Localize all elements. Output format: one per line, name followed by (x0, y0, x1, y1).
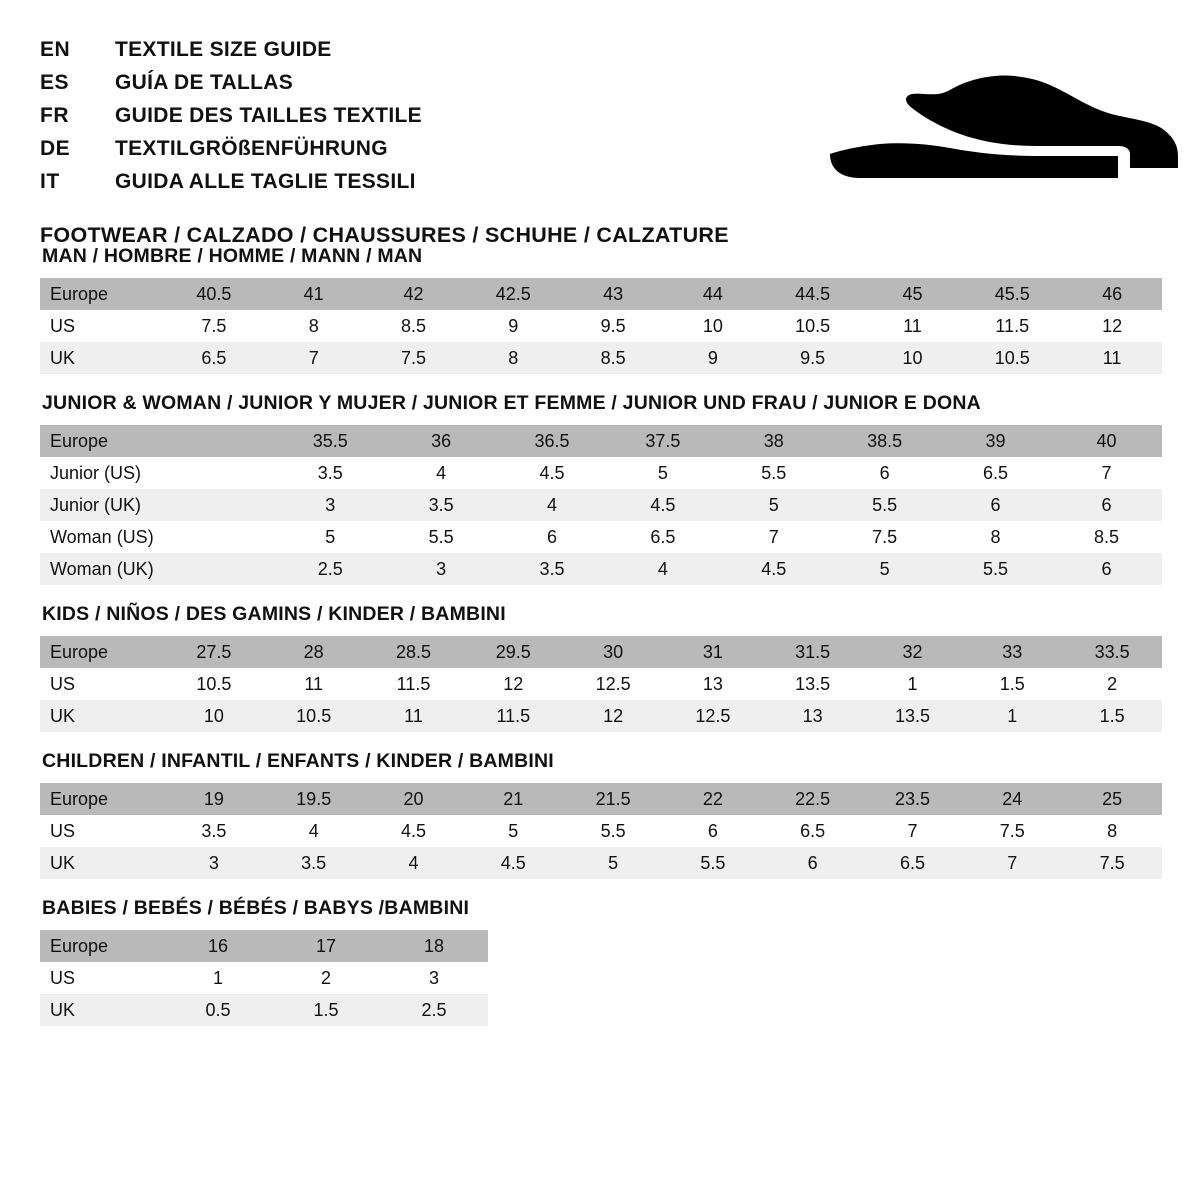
cell: 10 (164, 700, 264, 732)
language-title-list (40, 38, 422, 203)
cell (164, 521, 275, 553)
size-table-man (40, 278, 1162, 374)
language-row (40, 38, 422, 71)
cell: 5 (718, 489, 829, 521)
cell: 5.5 (940, 553, 1051, 585)
cell: 41 (264, 278, 364, 310)
section-title: BABIES / BEBÉS / BÉBÉS / BABYS /BAMBINI (42, 897, 470, 919)
language-code: EN (40, 38, 71, 61)
cell: 5 (608, 457, 719, 489)
language-title: GUÍA DE TALLAS (115, 71, 294, 94)
row-label: US (40, 962, 164, 994)
cell: 10.5 (962, 342, 1062, 374)
cell: 7 (718, 521, 829, 553)
table-row (40, 489, 1162, 521)
cell: 16 (164, 930, 272, 962)
cell: 3 (275, 489, 386, 521)
size-table-babies (40, 930, 488, 1026)
cell: 5 (275, 521, 386, 553)
cell: 38.5 (829, 425, 940, 457)
cell: 7.5 (829, 521, 940, 553)
cell: 42.5 (463, 278, 563, 310)
cell: 3 (386, 553, 497, 585)
cell: 8 (940, 521, 1051, 553)
cell: 10.5 (164, 668, 264, 700)
section-title: KIDS / NIÑOS / DES GAMINS / KINDER / BAMBINI (42, 603, 506, 625)
cell: 1.5 (1062, 700, 1162, 732)
cell: 5 (829, 553, 940, 585)
cell: 2 (1062, 668, 1162, 700)
cell: 12 (1062, 310, 1162, 342)
cell: 6 (829, 457, 940, 489)
cell: 3.5 (386, 489, 497, 521)
cell: 9.5 (763, 342, 863, 374)
row-label: UK (40, 700, 164, 732)
language-code: ES (40, 71, 70, 94)
cell: 6 (663, 815, 763, 847)
size-table-children (40, 783, 1162, 879)
cell: 7.5 (364, 342, 464, 374)
table-row (40, 815, 1162, 847)
row-label: Woman (US) (40, 521, 164, 553)
cell: 8 (264, 310, 364, 342)
cell: 44 (663, 278, 763, 310)
cell: 8.5 (364, 310, 464, 342)
cell: 29.5 (463, 636, 563, 668)
cell: 6.5 (940, 457, 1051, 489)
cell: 2.5 (380, 994, 488, 1026)
cell (164, 553, 275, 585)
row-label: US (40, 815, 164, 847)
cell: 9 (663, 342, 763, 374)
language-title: TEXTILGRÖßENFÜHRUNG (115, 137, 388, 160)
cell: 3 (380, 962, 488, 994)
cell: 8.5 (1051, 521, 1162, 553)
cell: 46 (1062, 278, 1162, 310)
cell: 39 (940, 425, 1051, 457)
section-title: CHILDREN / INFANTIL / ENFANTS / KINDER / BAMBINI (42, 750, 554, 772)
cell: 20 (364, 783, 464, 815)
cell: 7.5 (962, 815, 1062, 847)
cell: 22 (663, 783, 763, 815)
table-row (40, 930, 488, 962)
cell: 4.5 (608, 489, 719, 521)
cell: 40 (1051, 425, 1162, 457)
row-label: Europe (40, 425, 164, 457)
table-row (40, 521, 1162, 553)
cell: 43 (563, 278, 663, 310)
cell: 22.5 (763, 783, 863, 815)
cell: 36 (386, 425, 497, 457)
cell: 42 (364, 278, 464, 310)
cell: 44.5 (763, 278, 863, 310)
table-row (40, 278, 1162, 310)
cell: 7 (962, 847, 1062, 879)
cell: 27.5 (164, 636, 264, 668)
cell: 6 (497, 521, 608, 553)
language-row (40, 104, 422, 137)
document-header (40, 30, 1160, 245)
cell: 35.5 (275, 425, 386, 457)
cell: 11 (1062, 342, 1162, 374)
cell: 11 (264, 668, 364, 700)
cell: 17 (272, 930, 380, 962)
cell: 0.5 (164, 994, 272, 1026)
cell: 6.5 (608, 521, 719, 553)
cell: 31.5 (763, 636, 863, 668)
section-man (40, 245, 1160, 374)
cell: 6.5 (164, 342, 264, 374)
dress-shoe-icon (800, 50, 1190, 210)
cell: 13 (663, 668, 763, 700)
cell: 4.5 (497, 457, 608, 489)
row-label: UK (40, 994, 164, 1026)
language-title: GUIDE DES TAILLES TEXTILE (115, 104, 422, 127)
cell: 2 (272, 962, 380, 994)
cell: 8.5 (563, 342, 663, 374)
cell: 31 (663, 636, 763, 668)
cell: 4 (386, 457, 497, 489)
section-babies (40, 897, 1160, 1026)
cell: 6.5 (863, 847, 963, 879)
cell: 6 (763, 847, 863, 879)
language-code: DE (40, 137, 71, 160)
row-label: Europe (40, 278, 164, 310)
table-row (40, 636, 1162, 668)
row-label: Europe (40, 930, 164, 962)
cell: 12 (563, 700, 663, 732)
cell: 4.5 (364, 815, 464, 847)
table-row (40, 847, 1162, 879)
language-row (40, 71, 422, 104)
cell: 19 (164, 783, 264, 815)
language-code: FR (40, 104, 69, 127)
cell: 1 (962, 700, 1062, 732)
cell (164, 425, 275, 457)
size-table-kids (40, 636, 1162, 732)
cell: 12.5 (563, 668, 663, 700)
cell: 9.5 (563, 310, 663, 342)
language-row (40, 137, 422, 170)
cell: 9 (463, 310, 563, 342)
cell: 36.5 (497, 425, 608, 457)
cell: 13 (763, 700, 863, 732)
size-table-junior-woman (40, 425, 1162, 585)
table-row (40, 962, 488, 994)
cell: 5.5 (829, 489, 940, 521)
row-label: US (40, 310, 164, 342)
cell: 1 (863, 668, 963, 700)
cell: 13.5 (863, 700, 963, 732)
cell: 5.5 (563, 815, 663, 847)
cell: 3.5 (164, 815, 264, 847)
cell: 12.5 (663, 700, 763, 732)
cell: 8 (1062, 815, 1162, 847)
section-title: MAN / HOMBRE / HOMME / MANN / MAN (42, 245, 423, 267)
cell: 10 (663, 310, 763, 342)
row-label: UK (40, 342, 164, 374)
cell: 30 (563, 636, 663, 668)
cell: 10.5 (264, 700, 364, 732)
row-label: Europe (40, 783, 164, 815)
cell: 18 (380, 930, 488, 962)
cell: 28 (264, 636, 364, 668)
cell: 6 (1051, 489, 1162, 521)
cell: 19.5 (264, 783, 364, 815)
language-title: TEXTILE SIZE GUIDE (115, 38, 332, 61)
cell: 1.5 (272, 994, 380, 1026)
cell: 28.5 (364, 636, 464, 668)
cell: 4 (497, 489, 608, 521)
section-kids (40, 603, 1160, 732)
cell: 4.5 (463, 847, 563, 879)
cell: 21 (463, 783, 563, 815)
cell: 5.5 (386, 521, 497, 553)
cell: 3.5 (275, 457, 386, 489)
row-label: Junior (US) (40, 457, 164, 489)
cell: 32 (863, 636, 963, 668)
table-row (40, 668, 1162, 700)
cell: 13.5 (763, 668, 863, 700)
row-label: UK (40, 847, 164, 879)
cell: 7.5 (164, 310, 264, 342)
cell: 3.5 (497, 553, 608, 585)
table-row (40, 783, 1162, 815)
cell: 4.5 (718, 553, 829, 585)
cell: 5.5 (663, 847, 763, 879)
cell: 40.5 (164, 278, 264, 310)
cell (164, 457, 275, 489)
cell: 45.5 (962, 278, 1062, 310)
cell: 7.5 (1062, 847, 1162, 879)
cell (164, 489, 275, 521)
cell: 11.5 (463, 700, 563, 732)
cell: 2.5 (275, 553, 386, 585)
cell: 33 (962, 636, 1062, 668)
cell: 11 (364, 700, 464, 732)
cell: 1 (164, 962, 272, 994)
section-children (40, 750, 1160, 879)
cell: 23.5 (863, 783, 963, 815)
cell: 24 (962, 783, 1062, 815)
cell: 4 (608, 553, 719, 585)
language-title: GUIDA ALLE TAGLIE TESSILI (115, 170, 416, 193)
cell: 21.5 (563, 783, 663, 815)
section-junior-woman (40, 392, 1160, 585)
cell: 8 (463, 342, 563, 374)
cell: 3.5 (264, 847, 364, 879)
table-row (40, 553, 1162, 585)
cell: 37.5 (608, 425, 719, 457)
cell: 11.5 (962, 310, 1062, 342)
cell: 1.5 (962, 668, 1062, 700)
row-label: US (40, 668, 164, 700)
cell: 6 (940, 489, 1051, 521)
cell: 10.5 (763, 310, 863, 342)
cell: 11 (863, 310, 963, 342)
table-row (40, 700, 1162, 732)
table-row (40, 994, 488, 1026)
cell: 5 (463, 815, 563, 847)
cell: 11.5 (364, 668, 464, 700)
table-row (40, 310, 1162, 342)
language-code: IT (40, 170, 60, 193)
cell: 6 (1051, 553, 1162, 585)
row-label: Europe (40, 636, 164, 668)
cell: 10 (863, 342, 963, 374)
cell: 7 (264, 342, 364, 374)
cell: 4 (264, 815, 364, 847)
cell: 7 (1051, 457, 1162, 489)
cell: 4 (364, 847, 464, 879)
cell: 38 (718, 425, 829, 457)
section-title: JUNIOR & WOMAN / JUNIOR Y MUJER / JUNIOR ET FEMME / JUNIOR UND FRAU / JUNIOR E DONA (42, 392, 981, 414)
cell: 33.5 (1062, 636, 1162, 668)
language-row (40, 170, 422, 203)
cell: 7 (863, 815, 963, 847)
table-row (40, 457, 1162, 489)
cell: 3 (164, 847, 264, 879)
cell: 5 (563, 847, 663, 879)
cell: 5.5 (718, 457, 829, 489)
row-label: Junior (UK) (40, 489, 164, 521)
cell: 25 (1062, 783, 1162, 815)
cell: 12 (463, 668, 563, 700)
category-title: FOOTWEAR / CALZADO / CHAUSSURES / SCHUHE / CALZATURE (40, 223, 729, 247)
table-row (40, 425, 1162, 457)
cell: 45 (863, 278, 963, 310)
table-row (40, 342, 1162, 374)
row-label: Woman (UK) (40, 553, 164, 585)
cell: 6.5 (763, 815, 863, 847)
